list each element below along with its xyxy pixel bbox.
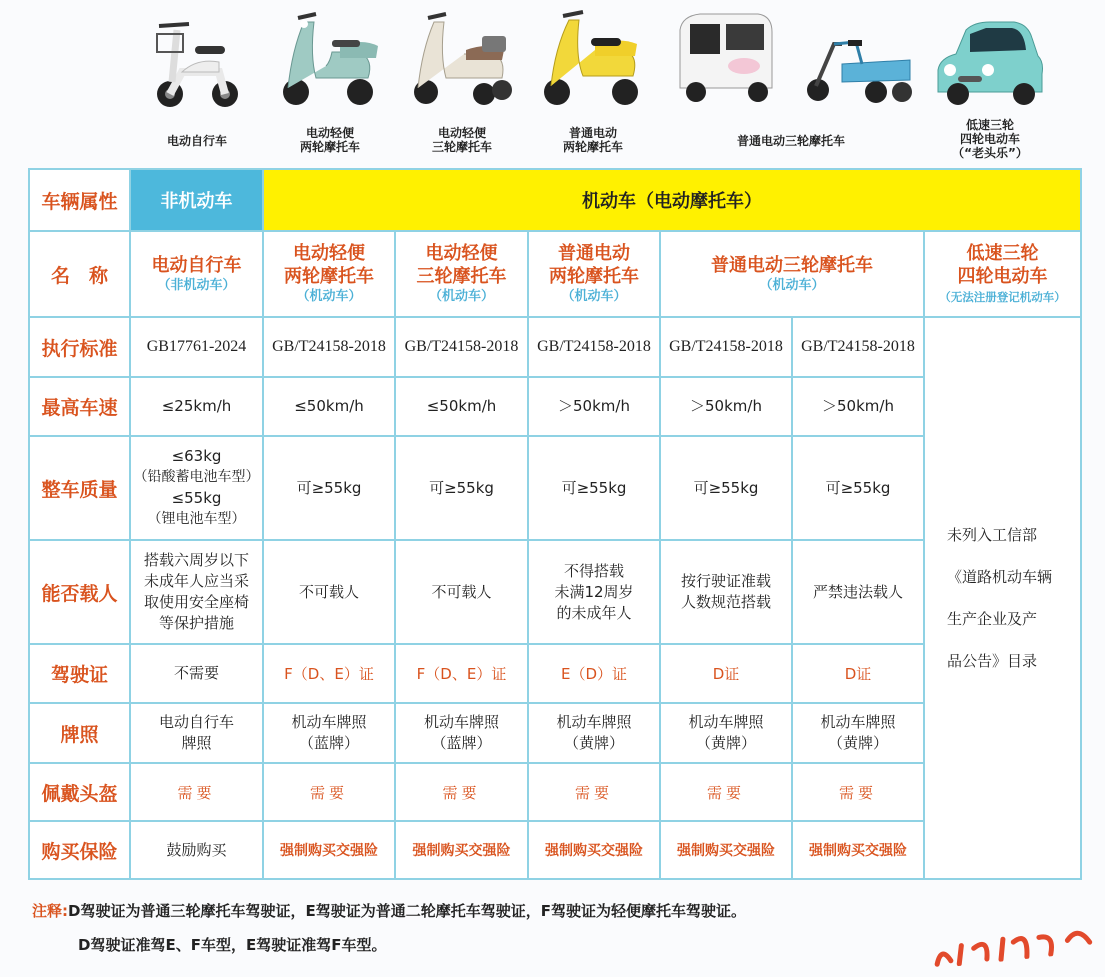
helmet-cell: 需要 [792, 763, 924, 821]
row-label-passenger: 能否载人 [29, 540, 130, 644]
name-cell: 低速三轮 四轮电动车 （无法注册登记机动车） [924, 231, 1081, 317]
vehicle-normal-3wheel [662, 0, 920, 148]
standard-cell: GB/T24158-2018 [528, 317, 660, 377]
row-label-license: 驾驶证 [29, 644, 130, 703]
vehicle-label: 电动轻便 两轮摩托车 [299, 126, 360, 154]
table-row [29, 540, 1081, 644]
helmet-cell: 需要 [263, 763, 395, 821]
passenger-cell: 不可载人 [395, 540, 528, 644]
row-label-speed: 最高车速 [29, 377, 130, 436]
mass-cell: 可≥55kg [263, 436, 395, 540]
vehicle-light-3wheel [400, 0, 524, 154]
name-cell: 电动自行车 （非机动车） [130, 231, 263, 317]
license-cell: F（D、E）证 [263, 644, 395, 703]
license-cell: 不需要 [130, 644, 263, 703]
name-cell: 普通电动 两轮摩托车 （机动车） [528, 231, 660, 317]
plate-cell: 机动车牌照 （黄牌） [660, 703, 792, 763]
vehicle-label: 普通电动三轮摩托车 [736, 134, 845, 148]
plate-cell: 机动车牌照 （蓝牌） [395, 703, 528, 763]
attr-motor-cell: 机动车（电动摩托车） [263, 169, 1081, 231]
license-cell: E（D）证 [528, 644, 660, 703]
vehicle-label: 电动自行车 [166, 134, 227, 148]
footnote-line-1: 注释:D驾驶证为普通三轮摩托车驾驶证，E驾驶证为普通二轮摩托车驾驶证，F驾驶证为轻便摩托车驾驶证。 [32, 902, 746, 920]
footnote-line-2: D驾驶证准驾E、F车型，E驾驶证准驾F车型。 [78, 936, 387, 954]
speed-cell: ≤25km/h [130, 377, 263, 436]
table-row [29, 763, 1081, 821]
light-three-wheel-motorcycle-image [402, 0, 522, 112]
name-cell: 电动轻便 两轮摩托车 （机动车） [263, 231, 395, 317]
row-label-standard: 执行标准 [29, 317, 130, 377]
name-cell: 普通电动三轮摩托车 （机动车） [660, 231, 924, 317]
passenger-cell: 不得搭载 未满12周岁 的未成年人 [528, 540, 660, 644]
row-label-helmet: 佩戴头盔 [29, 763, 130, 821]
license-cell: D证 [660, 644, 792, 703]
passenger-cell: 搭载六周岁以下 未成年人应当采 取使用安全座椅 等保护措施 [130, 540, 263, 644]
footnote-label: 注释: [32, 902, 68, 920]
vehicle-label: 低速三轮 四轮电动车 （“老头乐”） [952, 118, 1028, 160]
table-row [29, 169, 1081, 231]
speed-cell: ≤50km/h [395, 377, 528, 436]
row-label-attr: 车辆属性 [29, 169, 130, 231]
helmet-cell: 需要 [660, 763, 792, 821]
table-row [29, 644, 1081, 703]
insurance-cell: 强制购买交强险 [792, 821, 924, 879]
plate-cell: 机动车牌照 （黄牌） [792, 703, 924, 763]
standard-cell: GB17761-2024 [130, 317, 263, 377]
normal-two-wheel-motorcycle-image [533, 0, 653, 112]
helmet-cell: 需要 [130, 763, 263, 821]
vehicle-comparison-table [28, 168, 1082, 880]
light-two-wheel-motorcycle-image [270, 0, 390, 112]
license-cell: F（D、E）证 [395, 644, 528, 703]
table-row [29, 436, 1081, 540]
insurance-cell: 鼓励购买 [130, 821, 263, 879]
insurance-cell: 强制购买交强险 [660, 821, 792, 879]
vehicle-label: 普通电动 两轮摩托车 [562, 126, 623, 154]
decorative-red-scribble [928, 921, 1101, 977]
row-label-name: 名 称 [29, 231, 130, 317]
standard-cell: GB/T24158-2018 [395, 317, 528, 377]
vehicle-ebike [135, 0, 259, 148]
attr-nonmotor-cell: 非机动车 [130, 169, 263, 231]
helmet-cell: 需要 [395, 763, 528, 821]
table-row [29, 231, 1081, 317]
vehicle-low-speed [928, 0, 1052, 160]
mass-cell: 可≥55kg [528, 436, 660, 540]
low-speed-electric-car-image [930, 0, 1050, 112]
row-label-insurance: 购买保险 [29, 821, 130, 879]
vehicle-light-2wheel [268, 0, 392, 154]
passenger-cell: 不可载人 [263, 540, 395, 644]
passenger-cell: 严禁违法载人 [792, 540, 924, 644]
vehicle-illustrations [0, 0, 1105, 168]
speed-cell: ＞50km/h [792, 377, 924, 436]
speed-cell: ≤50km/h [263, 377, 395, 436]
standard-cell: GB/T24158-2018 [660, 317, 792, 377]
vehicle-label: 电动轻便 三轮摩托车 [431, 126, 492, 154]
speed-cell: ＞50km/h [660, 377, 792, 436]
low-speed-note-cell: 未列入工信部 《道路机动车辆 生产企业及产 品公告》目录 [924, 317, 1081, 879]
name-cell: 电动轻便 三轮摩托车 （机动车） [395, 231, 528, 317]
plate-cell: 机动车牌照 （蓝牌） [263, 703, 395, 763]
standard-cell: GB/T24158-2018 [792, 317, 924, 377]
table-row [29, 703, 1081, 763]
mass-cell: 可≥55kg [660, 436, 792, 540]
table-row [29, 821, 1081, 879]
row-label-mass: 整车质量 [29, 436, 130, 540]
license-cell: D证 [792, 644, 924, 703]
standard-cell: GB/T24158-2018 [263, 317, 395, 377]
electric-bicycle-image [137, 0, 257, 112]
insurance-cell: 强制购买交强险 [263, 821, 395, 879]
table-row [29, 317, 1081, 377]
table-row [29, 377, 1081, 436]
vehicle-normal-2wheel [531, 0, 655, 154]
row-label-plate: 牌照 [29, 703, 130, 763]
speed-cell: ＞50km/h [528, 377, 660, 436]
plate-cell: 机动车牌照 （黄牌） [528, 703, 660, 763]
mass-cell: ≤63kg （铅酸蓄电池车型） ≤55kg （锂电池车型） [130, 436, 263, 540]
mass-cell: 可≥55kg [792, 436, 924, 540]
plate-cell: 电动自行车 牌照 [130, 703, 263, 763]
insurance-cell: 强制购买交强险 [528, 821, 660, 879]
normal-three-wheel-motorcycle-images [666, 0, 916, 112]
mass-cell: 可≥55kg [395, 436, 528, 540]
passenger-cell: 按行驶证准载 人数规范搭载 [660, 540, 792, 644]
insurance-cell: 强制购买交强险 [395, 821, 528, 879]
helmet-cell: 需要 [528, 763, 660, 821]
